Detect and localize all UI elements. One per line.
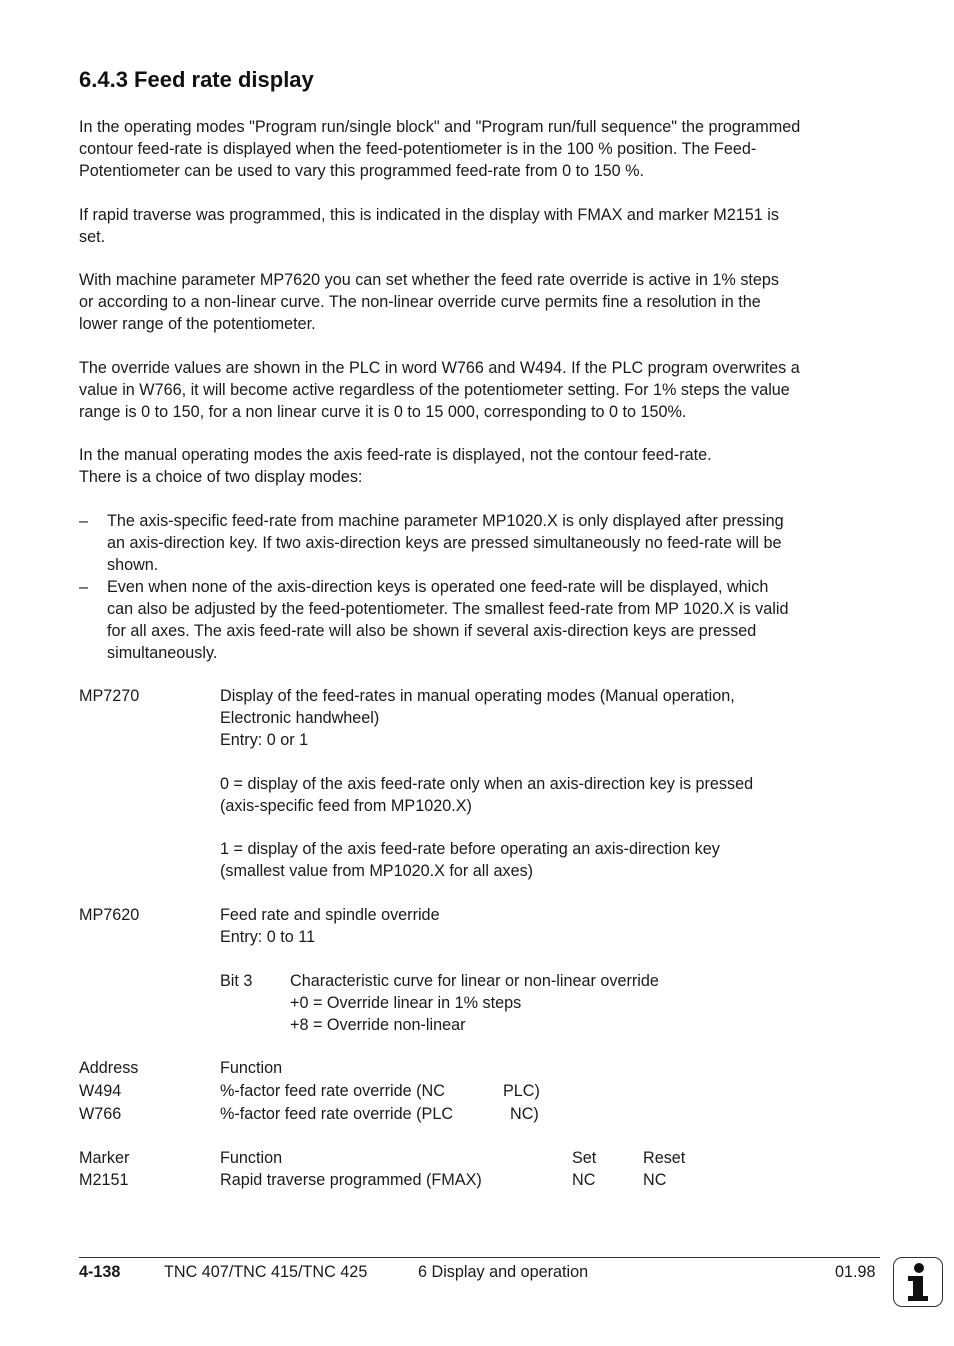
text-line: Display of the feed-rates in manual operating modes (Manual operation, xyxy=(220,687,735,705)
text-line: 0 = display of the axis feed-rate only when an axis-direction key is pressed xyxy=(220,775,754,793)
table-cell-reset: NC xyxy=(643,1171,667,1189)
text-line: can also be adjusted by the feed-potentiometer. The smallest feed-rate from MP 1020.X is valid xyxy=(107,600,789,618)
table-header-marker: Marker xyxy=(79,1149,130,1167)
table-cell-function: %-factor feed rate override (PLC xyxy=(220,1105,454,1123)
paragraph-manual-modes xyxy=(79,444,879,488)
text-line: In the operating modes "Program run/single block" and "Program run/full sequence" the programmed xyxy=(79,118,801,136)
table-cell-set: NC xyxy=(572,1171,596,1189)
param-label-mp7620: MP7620 xyxy=(79,906,140,924)
bullet-dash: – xyxy=(79,578,89,596)
text-line: Potentiometer can be used to vary this programmed feed-rate from 0 to 150 %. xyxy=(79,162,645,180)
paragraph-rapid-traverse xyxy=(79,204,879,248)
text-line: contour feed-rate is displayed when the feed-potentiometer is in the 100 % position. The Feed- xyxy=(79,140,757,158)
text-line: The axis-specific feed-rate from machine parameter MP1020.X is only displayed after pressing xyxy=(107,512,784,530)
text-line: There is a choice of two display modes: xyxy=(79,468,363,486)
table-header-reset: Reset xyxy=(643,1149,686,1167)
text-line: Electronic handwheel) xyxy=(220,709,380,727)
paragraph-override-values xyxy=(79,357,879,423)
table-cell-address: W766 xyxy=(79,1105,122,1123)
param-option-1 xyxy=(220,838,860,882)
text-line: or according to a non-linear curve. The non-linear override curve permits fine a resolution in the xyxy=(79,293,761,311)
text-line: (axis-specific feed from MP1020.X) xyxy=(220,797,472,815)
param-label-mp7270: MP7270 xyxy=(79,687,140,705)
table-cell-target: NC) xyxy=(510,1105,539,1123)
paragraph-mp7620 xyxy=(79,269,879,335)
text-line: for all axes. The axis feed-rate will also be shown if several axis-direction keys are pressed xyxy=(107,622,757,640)
table-cell-address: W494 xyxy=(79,1082,122,1100)
text-line: an axis-direction key. If two axis-direction keys are pressed simultaneously no feed-rate will be xyxy=(107,534,782,552)
text-line: range is 0 to 150, for a non linear curve it is 0 to 15 000, corresponding to 0 to 150%. xyxy=(79,403,687,421)
param-desc-mp7620 xyxy=(220,904,860,948)
text-line: lower range of the potentiometer. xyxy=(79,315,316,333)
text-line: Characteristic curve for linear or non-linear override xyxy=(290,972,659,990)
info-icon xyxy=(893,1257,943,1307)
text-line: Feed rate and spindle override xyxy=(220,906,440,924)
text-line: Entry: 0 or 1 xyxy=(220,731,309,749)
paragraph-program-run xyxy=(79,116,879,182)
text-line: (smallest value from MP1020.X for all axes) xyxy=(220,862,534,880)
table-header-set: Set xyxy=(572,1149,597,1167)
param-option-0 xyxy=(220,773,860,817)
text-line: 1 = display of the axis feed-rate before operating an axis-direction key xyxy=(220,840,720,858)
table-cell-target: PLC) xyxy=(503,1082,540,1100)
bullet-item-smallest-feed xyxy=(107,576,867,664)
footer-rule xyxy=(79,1257,880,1258)
table-cell-marker: M2151 xyxy=(79,1171,129,1189)
bit-label: Bit 3 xyxy=(220,972,253,990)
footer-date: 01.98 xyxy=(835,1263,876,1281)
table-header-function: Function xyxy=(220,1149,283,1167)
page-number: 4-138 xyxy=(79,1263,121,1281)
table-cell-function: Rapid traverse programmed (FMAX) xyxy=(220,1171,482,1189)
bullet-item-axis-specific xyxy=(107,510,867,576)
section-heading: 6.4.3 Feed rate display xyxy=(79,67,314,92)
text-line: shown. xyxy=(107,556,159,574)
text-line: value in W766, it will become active regardless of the potentiometer setting. For 1% steps the value xyxy=(79,381,790,399)
text-line: In the manual operating modes the axis feed-rate is displayed, not the contour feed-rate. xyxy=(79,446,712,464)
bit-description xyxy=(290,970,659,1036)
text-line: If rapid traverse was programmed, this is indicated in the display with FMAX and marker M2151 is xyxy=(79,206,779,224)
text-line: set. xyxy=(79,228,106,246)
text-line: With machine parameter MP7620 you can set whether the feed rate override is active in 1% steps xyxy=(79,271,780,289)
text-line: +0 = Override linear in 1% steps xyxy=(290,994,522,1012)
text-line: The override values are shown in the PLC in word W766 and W494. If the PLC program overwrites a xyxy=(79,359,800,377)
text-line: Even when none of the axis-direction keys is operated one feed-rate will be displayed, which xyxy=(107,578,769,596)
text-line: +8 = Override non-linear xyxy=(290,1016,466,1034)
footer-chapter: 6 Display and operation xyxy=(418,1263,589,1281)
table-header-address: Address xyxy=(79,1059,139,1077)
param-desc-mp7270 xyxy=(220,685,860,751)
footer-model: TNC 407/TNC 415/TNC 425 xyxy=(164,1263,368,1281)
table-header-function: Function xyxy=(220,1059,283,1077)
table-cell-function: %-factor feed rate override (NC xyxy=(220,1082,445,1100)
bullet-dash: – xyxy=(79,512,89,530)
info-icon-glyph xyxy=(894,1258,941,1305)
text-line: simultaneously. xyxy=(107,644,218,662)
text-line: Entry: 0 to 11 xyxy=(220,928,316,946)
